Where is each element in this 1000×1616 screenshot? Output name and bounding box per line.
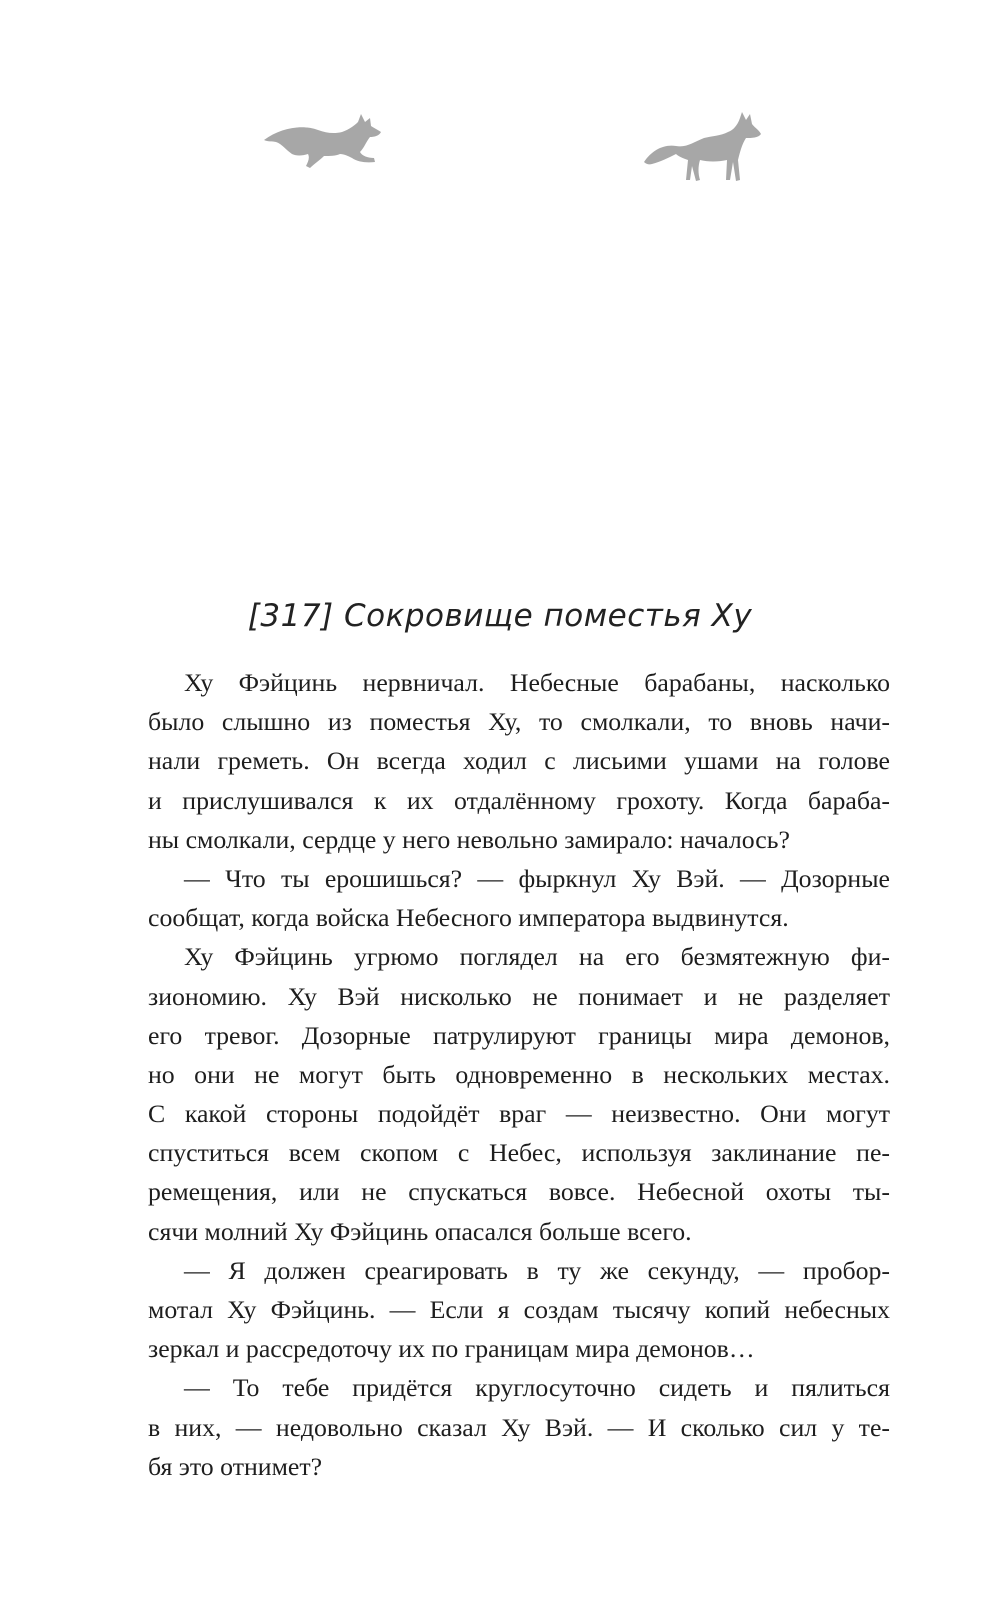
text-line: и прислушивался к их отдалённому грохоту. Когда бараба- [148,785,890,815]
text-line: нали греметь. Он всегда ходил с лисьими ушами на голове [148,746,890,776]
text-line: ны смолкали, сердце у него невольно замирало: началось? [148,824,790,854]
text-line: — Я должен среагировать в ту же секунду, — пробор- [184,1255,890,1285]
text-line: его тревог. Дозорные патрулируют границы мира демонов, [148,1020,890,1050]
text-line: — Что ты ерошишься? — фыркнул Ху Вэй. — Дозорные [184,863,890,893]
text-line: — То тебе придётся круглосуточно сидеть и пялиться [184,1373,890,1403]
text-line: спуститься всем скопом с Небес, используя заклинание пе- [148,1138,890,1168]
text-line: зиономию. Ху Вэй нисколько не понимает и не разделяет [148,981,890,1011]
running-fox-icon [262,112,384,172]
text-line: мотал Ху Фэйцинь. — Если я создам тысячу копий небесных [148,1295,890,1324]
text-line: бя это отнимет? [148,1451,323,1481]
chapter-title: [317] Сокровище поместья Ху [247,598,753,634]
text-line: зеркал и рассредоточу их по границам мира демонов… [148,1334,755,1364]
text-line: но они не могут быть одновременно в нескольких местах. [148,1059,890,1089]
text-line: было слышно из поместья Ху, то смолкали, то вновь начи- [148,707,890,737]
text-line: Ху Фэйцинь нервничал. Небесные барабаны, насколько [184,668,890,697]
text-line: С какой стороны подойдёт враг — неизвестно. Они могут [148,1099,890,1129]
text-line: Ху Фэйцинь угрюмо поглядел на его безмятежную фи- [184,942,890,972]
body-text [148,663,890,1486]
text-line: в них, — недовольно сказал Ху Вэй. — И сколько сил у те- [148,1412,890,1442]
text-line: сячи молний Ху Фэйцинь опасался больше всего. [148,1216,692,1246]
standing-fox-icon [642,112,762,184]
text-line: сообщат, когда войска Небесного императора выдвинутся. [148,903,789,933]
text-line: ремещения, или не спускаться вовсе. Небесной охоты ты- [148,1177,890,1207]
